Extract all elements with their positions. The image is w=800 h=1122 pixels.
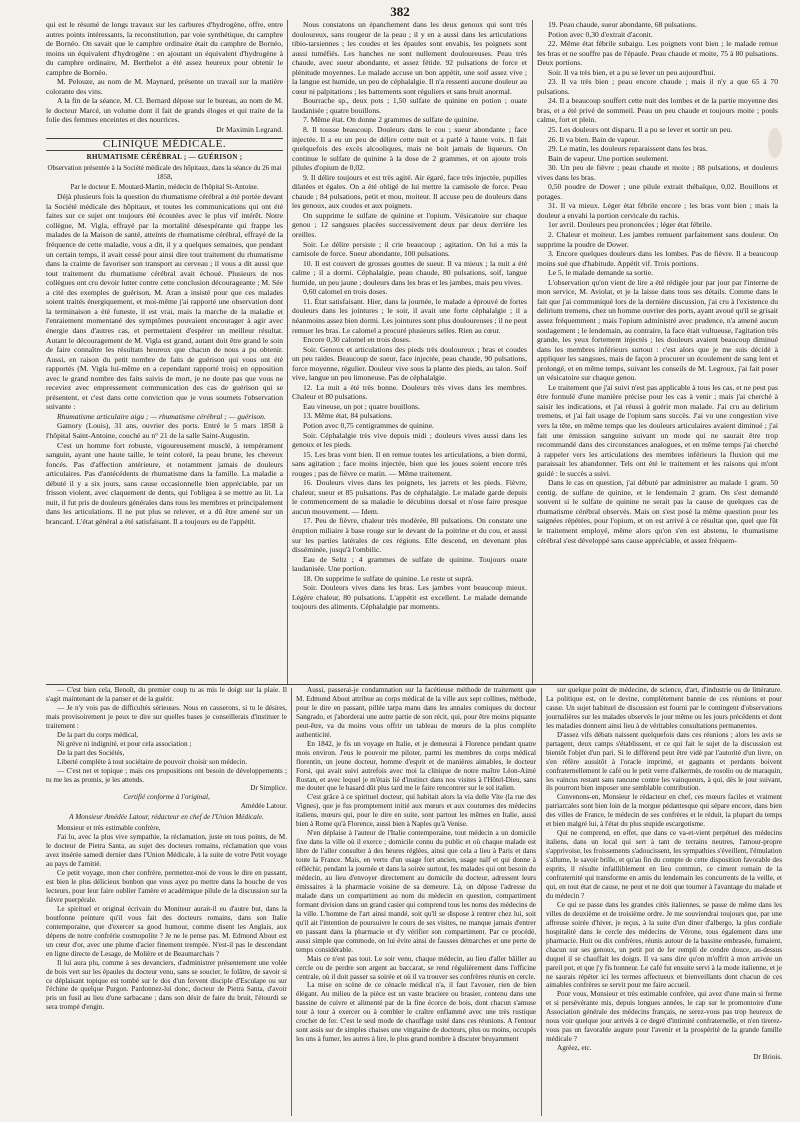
paragraph: qui est le résumé de longs travaux sur les carbures d'hydrogène, offre, entre autres points intéressants, la reconstitution, par voie synthétique, du camphre de Bornéo. On savait que le camphre ordinaire était du camphre de Bornéo, moins un équivalent d'hydrogène : en ajoutant un équivalent d'hydrogène à du camphre ordinaire, M. Berthelot a été assez heureux pour obtenir le camphre de Bornéo. <box>46 20 283 77</box>
paragraph: 18. On supprime le sulfate de quinine. Le reste ut suprà. <box>303 573 474 583</box>
paragraph: Déjà plusieurs fois la question du rhumatisme cérébral a été portée devant la Société médicale des hôpitaux, et toutes les communications qui ont été faites sur ce sujet ont toujours été écoutées avec le plus vif intérêt. Notre collègue, M. Vigla, effrayé par la mortalité désespérante qui frappe les malades de la Maison de santé, atteints de rhumatisme cérébral, effrayé de la fréquence de cette maladie, vous a dit, il y a quelques semaines, que pendant un certain temps, il avait cessé pour ainsi dire tout traitement du rhumatisme dans la crainte de favoriser son transport au cerveau ; il vous a dit aussi que tout traitement du rhumatisme cérébral avait échoué. Plusieurs de nos collègues ont cru devoir lutter contre cette conclusion décourageante ; M. Sée a cité des exemples de guérison, M. Aran a insisté pour que ces malades soient traités énergiquement, et moi-même j'ai rapporté une observation dont la terminaison a été funeste, il est vrai, mais la marche de la maladie et l'enraiement momentané des symptômes pouvaient encourager à agir avec énergie dans d'autres cas, et permettaient d'espérer un meilleur résultat. Autant le découragement de M. Vigla est grand, autant doit être grand le soin de faire connaître les résultats heureux que chacun de nous a pu obtenir. Aussi, en raison du petit nombre de faits de guérison qui vous ont été rapportés (M. Vigla lui-même en a cependant rapporté trois) en opposition avec le grand nombre des faits suivis de mort, je ne doute pas que vous ne receviez avec empressement communication des cas de guérison qui se présentent, et c'est dans cette conviction que je vous soumets l'observation suivante : <box>46 192 283 412</box>
paragraph: Soir. Le délire persiste ; il crie beaucoup ; agitation. On lui a mis la camisole de force. Sueur abondante, 100 pulsations. <box>292 239 527 259</box>
paragraph: 26. Il va bien. Bain de vapeur. <box>548 134 640 144</box>
paragraph: 0,50 poudre de Dower ; une pilule extrait thébaïque, 0,02. Bouillons et potages. <box>537 182 778 201</box>
column-2 <box>292 20 527 696</box>
paragraph: 24. Il a beaucoup souffert cette nuit des lombes et de la partie moyenne des bras, et a été privé de sommeil. Peau un peu chaude et toujours moite ; pouls calme, fort et plein. <box>537 96 778 125</box>
article-author: Par le docteur E. Moutard-Martin, médecin de l'hôpital St-Antoine. <box>70 182 259 191</box>
section-title: CLINIQUE MÉDICALE. <box>46 138 283 152</box>
paragraph: L'observation qu'on vient de lire a été rédigée jour par jour par l'interne de mon service, M. Aviolat, et je la laisse dans tous ses détails. Comme dans le fait que j'ai communiqué lors de la dernière discussion, j'ai cru à l'existence du delirium tremens, chez un homme ouvrier des ports, ayant avoué qu'il se grisait assez fréquemment ; mais l'opium administré avec prudence, n'a amené aucun soulagement ; le lendemain, au contraire, la face était vultueuse, l'agitation très grande, les yeux fortement injectés ; les douleurs avaient beaucoup diminué dans les membres inférieurs surtout : c'est alors que je me suis décidé à appliquer les sangsues, mais de façon à procurer un écoulement de sang lent et prolongé, et en même temps, suivant les conseils de M. Legroux, j'ai fait poser un vésicatoire sur chaque genou. <box>537 277 778 383</box>
paragraph: 3. Encore quelques douleurs dans les lombes. Pas de fièvre. Il a beaucoup moins sué que d'habitude. Appétit vif. Trois portions. <box>537 249 778 268</box>
paragraph: C'est un homme fort robuste, vigoureusement musclé, à tempérament sanguin, ayant une haute taille, le teint coloré, la peau brune, les cheveux foncés. Pas d'affection antérieure, et notamment jamais de douleurs articulaires. Pas d'antécédents de rhumatisme dans la famille. La maladie a débuté il y a six jours, sans cause occasionnelle bien appréciable, par un frisson violent, avec claquement de dents, qui l'obligea à se mettre au lit. La nuit, il fut pris de douleurs générales dans tous les membres et principalement dans les articulations. Il ne put plus se relever, et a dû être amené sur un brancard. L'état général a été satisfaisant. Il a toujours eu de l'appétit. <box>46 440 283 526</box>
paragraph: Ce petit voyage, mon cher confrère, permettez-moi de vous le dire en passant, est bien le plus délicieux bonbon que vous ayez pu mettre dans la bouche de vos lecteurs, pour leur faire oublier l'amère et académique pilule de la discussion sur la fièvre puerpérale. <box>46 869 287 904</box>
paragraph: Soir. Genoux et articulations des pieds très douloureux ; bras et coudes un peu raides. Beaucoup de sueur, face injectée, peau chaude, 90 pulsations, force moyenne, régulier. Douleur vive sous la plante des pieds, au talon. Soif vive, langue un peu limoneuse. Pas de céphalalgie. <box>292 344 527 383</box>
paragraph: 1er avril. Douleurs peu prononcées ; léger état fébrile. <box>548 220 713 230</box>
paragraph: D'assez vifs débats naissent quelquefois dans ces réunions ; alors les avis se partagent, deux camps s'établissent, et ce qui fait le sujet de la discussion est bientôt l'objet d'un pari. Si le différend peut être vidé par l'autorité d'un livre, on s'en réfère aussitôt à l'oracle imprimé, et gagnants et perdants boivent confraternellement le café ou le petit verre d'alkermès, de rosolio ou de maraquin, les vaincus restant sans rancune contre les vainqueurs, à qui, dès le jour suivant, ils pourront bien imposer une semblable contribution. <box>546 730 782 793</box>
paragraph: — C'est bien cela, Benoît, du premier coup tu as mis le doigt sur la plaie. Il s'agit maintenant de la panser et de la guérir. <box>46 686 287 703</box>
paragraph: Soir. Il va très bien, et a pu se lever un peu aujourd'hui. <box>548 67 716 77</box>
paragraph: 16. Douleurs vives dans les poignets, les jarrets et les pieds. Fièvre, chaleur, sueur et 85 pulsations. Pas de céphalalgie. Le malade garde depuis le commencement de sa maladie le décubitus dorsal et n'ose faire presque aucun mouvement. — Idem. <box>292 478 527 516</box>
paragraph: J'ai lu, avec la plus vive sympathie, la réclamation, juste en tous points, de M. le docteur de Pietra Santa, au sujet des docteurs romains, réclamation que vous avez insérée samedi dernier dans l'Union Médicale, à la suite de votre Petit voyage au pays de l'amitié. <box>46 833 287 869</box>
paragraph: 22. Même état fébrile subaigu. Les poignets vont bien ; le malade remue les bras et ne souffre pas de l'épaule. Peau chaude et moite, 75 à 80 pulsations. Deux portions. <box>537 39 778 68</box>
column-3 <box>537 20 778 696</box>
column-divider <box>287 20 288 684</box>
paragraph: A la fin de la séance, M. Cl. Bernard dépose sur le bureau, au nom de M. le docteur Marcé, un volume dont il fait de grands éloges et qui traite de la folie des femmes enceintes et des nourrices. <box>46 96 283 125</box>
column-1 <box>46 20 283 696</box>
paragraph: — Je n'y vois pas de difficultés sérieuses. Nous en causerons, si tu le désires, mais provisoirement je peux te dire sur quelles bases je conseillerais d'instituer le traitement : <box>46 703 287 730</box>
paragraph: 23. Il va très bien ; peau encore chaude ; mais il n'y a que 65 à 70 pulsations. <box>537 77 778 96</box>
paragraph: Le spirituel et original écrivain du Moniteur aurait-il eu d'autre but, dans la boutfonne peinture qu'il vous fait des docteurs romains, dans son Italie contemporaine, que d'exercer sa good humour, comme disent les Anglais, aux dépens de notre confrérie cosmopolite ? Je ne le pense pas. M. Edmond About est un cœur d'or, avec une plume d'acier finement trempée. N'est-il pas le descendant en ligne directe de Lesage, de Molière et de Beaumarchais ? <box>46 904 287 958</box>
article-note: Observation présentée à la Société médicale des hôpitaux, dans la séance du 26 mai 1858, <box>47 163 282 182</box>
feuilleton-column-1 <box>46 686 287 1116</box>
paragraph: En 1842, je fis un voyage en Italie, et je demeurai à Florence pendant quatre mois environ. J'eus le pouvoir me piloter, parmi les membres du corps médical florentin, un jeune docteur, homme d'esprit et de manières aimables, le docteur Forsi, qui avait suivi autrefois avec moi la clinique de notre maître Léon-Aimé Rostan, et avec lequel je m'étais lié d'instinct dans nos visites à l'Hôtel-Dieu, sans me douter que le hasard dût plus tard me le faire rencontrer sur le sol italien. <box>296 739 536 793</box>
paragraph: Soir. Douleurs vives dans les bras. Les jambes vont beaucoup mieux. Légère chaleur, 80 pulsations. L'appétit est excellent. Le malade demande toujours des aliments. Céphalalgie par moments. <box>292 583 527 612</box>
certification: Certifié conforme à l'original, <box>123 793 210 802</box>
paragraph: 13. Même état, 84 pulsations. <box>303 411 393 421</box>
signature: Dr Simplice. <box>250 784 287 793</box>
signature: Dr Briois. <box>753 1053 782 1062</box>
paragraph: Rhumatisme articulaire aigu ; — rhumatisme cérébral ; — guérison. <box>57 411 266 421</box>
paragraph: 0,60 calomel en trois doses. <box>303 287 388 297</box>
paragraph: 7. Même état. On donne 2 grammes de sulfate de quinine. <box>303 115 479 125</box>
paragraph: C'est grâce à ce spirituel docteur, qui habitait alors la via delle Vite (la rue des Vignes), que je fus promptement initié aux mœurs et aux coutumes des médecins italiens, mœurs qui, pour le dire en suite, sont partout les mêmes en Italie, aussi bien à Rome qu'à Florence, aussi bien à Naples qu'à Venise. <box>296 793 536 829</box>
paragraph: La mise en scène de ce cénacle médical n'a, il faut l'avouer, rien de bien élégant. Au milieu de la pièce est un vaste braciere ou brasier, contenu dans une bassine de cuivre et alimenté par de la fine écorce de bois, dont chacun s'amuse tour à tour à exercer ou à combler le craître enflammé avec une très rustique crochet de fer. C'est le seul mode de chauffage usité dans ces réunions. A l'entour sont assis sur de simples chaises une vingtaine de docteurs, plus ou moins, occupés les uns à fumer, les autres à lire, le plus grand nombre à discuter bruyamment <box>296 981 536 1044</box>
paragraph: De la part du corps médical, <box>57 730 139 739</box>
column-divider <box>291 688 292 1116</box>
paragraph: 15. Les bras vont bien. Il en remue toutes les articulations, a bien dormi, sans agitation ; face moins injectée, bien que les joues soient encore très rouges ; pas de fièvre ce matin. — Même traitement. <box>292 449 527 478</box>
paragraph: 2. Chaleur et moiteur. Les jambes remuent parfaitement sans douleur. On supprime la poudre de Dower. <box>537 230 778 249</box>
paragraph: Le traitement que j'ai suivi n'est pas applicable à tous les cas, et ne peut pas être formulé d'une manière précise pour les cas à venir ; mais j'ai cherché à saisir les indications, et j'ai réussi à guérir mon malade. J'ai cru au delirium tremens, et j'ai fait usage de l'opium sans succès. J'ai vu une congestion vive vers la tête, en même temps que les douleurs articulaires avaient diminué ; j'ai fait une émission sanguine suivant un mode qui ne saurait être trop recommandé dans des circonstances analogues, et en même temps j'ai cherché à rappeler vers les articulations des membres inférieurs la fluxion qui me paraissait les abandonner. Tels ont été le traitement et les raisons qui m'ont guidé : le succès a suivi. <box>537 382 778 478</box>
paragraph: 9. Il délire toujours et est très agité. Air égaré, face très injectée, pupilles dilatées et égales. On a été obligé de lui mettre la camisole de force. Peau chaude ; 84 pulsations, petit et mou, moiteur. Il accuse peu de douleurs dans les genoux, aux coudes et aux poignets. <box>292 172 527 211</box>
feuilleton-column-2 <box>296 686 536 1116</box>
paragraph: Aussi, passerai-je condamnation sur la facétieuse méthode de traitement que M. Edmond About attribue au corps médical de la ville aux sept collines, méthode, pour le dire en passant, pillée tarpa manu dans les annales comiques du docteur Sangrado, et j'aborderai une autre partie de son récit, qui, pour être moins piquante peut-être, va du moins vous offrir un tableau de mœurs de la plus complète authenticité. <box>296 686 536 739</box>
paragraph: 19. Peau chaude, sueur abondante, 68 pulsations. <box>548 20 697 29</box>
column-divider <box>532 20 533 684</box>
signature: Amédée Latour. <box>240 802 287 811</box>
paragraph: 10. Il est couvert de grosses gouttes de sueur. Il va mieux ; la nuit a été calme ; il a dormi. Céphalalgie, peau chaude, 80 pulsations, soif, langue humide, un peu jaune ; douleurs dans les bras et les jambes, mais peu vives. <box>292 258 527 287</box>
paragraph: — C'est net et topique ; mais ces propositions ont besoin de développements ; tu me les as promis, je les attends. <box>46 766 287 784</box>
feuilleton-column-3 <box>546 686 782 1116</box>
column-divider <box>541 688 542 1116</box>
paragraph: Mais ce n'est pas tout. Le soir venu, chaque médecin, au lieu d'aller bâiller au cercle ou de perdre son argent au baccarat, se rend régulièrement dans l'officine centrale, où il doit passer sa soirée et où il va trouver ses confrères réunis en cercle. <box>296 954 536 981</box>
paragraph: Bain de vapeur. Une portion seulement. <box>548 153 669 163</box>
paragraph: De la part des Sociétés, <box>57 748 125 757</box>
paragraph: 17. Peu de fièvre, chaleur très modérée, 80 pulsations. On constate une éruption miliaire à base rouge sur le devant de la poitrine et du cou, et aussi sur les parties latérales de ces régions. Elle descend, en devenant plus disséminée, jusqu'à l'ombilic. <box>292 516 527 555</box>
paragraph: Eau vineuse, un pot ; quatre bouillons. <box>303 401 420 411</box>
paragraph: 12. La nuit a été très bonne. Douleurs très vives dans les membres. Chaleur et 80 pulsations. <box>292 382 527 402</box>
paragraph: sur quelque point de médecine, de science, d'art, d'industrie ou de littérature. La politique est, on le devine, complètement bannie de ces réunions et pour cause. Un sujet habituel de discussion est fourni par le contingent d'observations journalières sur les malades observés le jour même ou les jours précédents et dont les maladies donnent ainsi lieu à de véritables consultations permanentes. <box>546 686 782 730</box>
paragraph: 31. Il va mieux. Léger état fébrile encore ; les bras vont bien ; mais la douleur a envahi la portion cervicale du rachis. <box>537 201 778 220</box>
paragraph: Potion avec 0,30 d'extrait d'aconit. <box>548 29 653 39</box>
paragraph: Eau de Seltz ; 4 grammes de sulfate de quinine. Toujours ouate laudanisée. Une portion. <box>292 554 527 574</box>
paragraph: 29. Le matin, les douleurs reparaissent dans les bras. <box>548 144 708 154</box>
paragraph: N'en déplaise à l'auteur de l'Italie contemporaine, tout médecin a un domicile fixe dans la ville où il exerce ; domicile connu du public et où chaque malade est libre de l'aller consulter à des heures réglées, ainsi que cela a lieu à Paris et dans toute la France. Mais, en vertu d'un usage fort ancien, usage naïf et qui donne à réfléchir, pendant la journée et dans la soirée surtout, les malades qui ont besoin du médecin, au lieu d'envoyer directement au domicile du docteur, adressent leurs émissaires à la pharmacie voisine de sa demeure. Là, on dépose l'adresse du malade dans un compartiment au nom du médecin en question, compartiment formant division dans un grand casier qui comprend tous les noms des médecins de la ville. L'homme de l'art ainsi mandé, soit qu'il se dispose à rentrer chez lui, soit qu'il ait l'intention de poursuivre le cours de ses visites, ne manque jamais d'entrer en passant dans la pharmacie et d'y vérifier son compartiment. Par ce procédé, aussi simple que commode, on lui évite ainsi de fausses démarches et une perte de temps considérable. <box>296 829 536 954</box>
article-title: RHUMATISME CÉRÉBRAL ; — GUÉRISON ; <box>86 153 243 162</box>
paragraph: 30. Un peu de fièvre ; peau chaude et moite ; 88 pulsations, et douleurs vives dans les bras. <box>537 163 778 182</box>
paragraph: M. Pelouze, au nom de M. Maynard, présente un travail sur la matière colorante des vins. <box>46 77 283 96</box>
paragraph: 11. État satisfaisant. Hier, dans la journée, le malade a éprouvé de fortes douleurs dans les jointures ; le soir, il avait une forte céphalalgie ; il a néanmoins assez bien dormi. Les jointures sont plus douloureuses ; il ne peut remuer les bras. Le calomel a procuré plusieurs selles. Rien au cœur. <box>292 296 527 335</box>
paragraph: On supprime le sulfate de quinine et l'opium. Vésicatoire sur chaque genou ; 12 sangsues placées successivement deux par deux derrière les oreilles. <box>292 210 527 240</box>
paragraph: Encore 0,30 calomel en trois doses. <box>303 335 411 345</box>
paragraph: Ni grève ni indignité, et pour cela association ; <box>57 739 192 748</box>
paragraph: Agréez, etc. <box>557 1044 592 1053</box>
paragraph: Le 5, le malade demande sa sortie. <box>548 268 654 278</box>
paragraph: Ce qui se passe dans les grandes cités italiennes, se passe de même dans les villes de deuxième et de troisième ordre. Je me souviendrai toujours que, par une affreuse soirée d'hiver, je reçus, à la suite d'un diner d'albergo, la plus cordiale hospitalité dans le cercle des médecins de Vérone, tous également dans une pharmacie. Huit ou dix confrères, réunis autour de la bassine embrasée, fumaient, chacun sur ses genoux, un petit pot de fer rempli de cendre douce, au-dessus duquel il se chauffait les doigts. Il va sans dire qu'on m'offrit à mon arrivée un pareil pot, et que j'y fis honneur. Le café fut ensuite servi à la mode italienne, et je ne saurais répéter ici les termes affectueux et bienveillants dont chacun de ces aimables confrères se servit pour me faire accueil. <box>546 900 782 990</box>
paragraph: Il lui aura plu, comme à ses devanciers, d'administrer présentement une volée de bois vert sur les épaules du docteur venu, sans se soucier, le folâtre, de savoir si ce déplaisant topique est tombé sur le dos d'un fervent disciple d'Esculape ou sur l'échine de quelque Purgon. Pardonnez-lui donc, docteur de Pietra Santa, d'avoir pris un fusil au lieu d'une sarbacane ; dans son désir de faire du bruit, l'étourdi se sera trompé d'engin. <box>46 958 287 1012</box>
paragraph: Soir. Céphalalgie très vive depuis midi ; douleurs vives aussi dans les genoux et les pieds. <box>292 430 527 450</box>
paragraph: Potion avec 0,75 centigrammes de quinine. <box>303 420 434 430</box>
paragraph: Monsieur et très estimable confrère, <box>57 824 161 833</box>
paragraph: Liberté complète à tout sociétaire de pouvoir choisir son médecin. <box>57 757 248 766</box>
paragraph: 25. Les douleurs ont disparu. Il a pu se lever et sortir un peu. <box>548 125 733 135</box>
paragraph: Gamory (Louis), 31 ans, ouvrier des ports. Entré le 5 mars 1858 à l'hôpital Saint-Antoine, couché au n° 21 de la salle Saint-Augustin. <box>46 421 283 440</box>
page-number: 382 <box>390 4 410 19</box>
signature: Dr Maximin Legrand. <box>216 125 283 135</box>
paragraph: Convenons-en, Monsieur le rédacteur en chef, ces mœurs faciles et vraiment patriarcales sont bien loin de la morgue pédantesque qui sépare encore, dans bien des villes de France, le médecin de ses confrères et le réduit, la plupart du temps et bien malgré lui, à l'état du plus stupide escargotisme. <box>546 793 782 829</box>
paragraph: Bourrache sp., deux pots ; 1,50 sulfate de quinine en potion ; ouate laudanisée ; quatre bouillons. <box>292 96 527 115</box>
letter-heading: A Monsieur Amédée Latour, rédacteur en chef de l'Union Médicale. <box>69 813 264 822</box>
paragraph: 8. Il tousse beaucoup. Douleurs dans le cou ; sueur abondante ; face injectée. Il a eu un peu de délire cette nuit et a parlé à haute voix. Il fait quelquefois des excès alcooliques, mais ne boit jamais de liqueurs. On continue le sulfate de quinine à la dose de 2 grammes, et on ajoute trois pilules d'opium de 0,02. <box>292 125 527 173</box>
paragraph: Qui ne comprend, en effet, que dans ce va-et-vient perpétuel des médecins italiens, dans un local qui sert à tant de terrains neutres, l'amour-propre s'apprivoise, les froissements s'adoucissent, les sympathies s'éveillent, l'émulation s'allume, le savoir brille, et qu'au fin du compte de cette disposition favorable des esprits, il résulte infailliblement en lieu commun, ce ciment romain de la confraternité qui transforme en amis du lendemain les concurrents de la veille, et qui, en tout état de cause, ne peut et ne doit que tourner à l'avantage du malade et du médecin ? <box>546 829 782 900</box>
paragraph: Nous constatons un épanchement dans les deux genoux qui sont très douloureux, sans rougeur de la peau ; il y en a aussi dans les articulations tibio-tarsiennes ; les coudes et les épaules sont envahis, les poignets sont aussi tuméfiés. Les hanches ne sont nullement douloureuses. Peau très chaude, avec sueur abondante, et assez fétide. 92 pulsations de force et plénitude moyennes. Le malade accuse un bon appétit, une soif assez vive ; la langue est humide, un peu de céphalalgie. Il n'a ressenti aucune douleur au cœur ni palpitations ; les battements sont réguliers et sans bruit anormal. <box>292 20 527 96</box>
paragraph: Dans le cas en question, j'ai débuté par administrer au malade 1 gram. 50 centig. de sulfate de quinine, et le lendemain 2 gram. On s'est demandé souvent si le sulfate de quinine ne serait pas la cause de quelques cas de rhumatisme cérébral observés. Mais on s'est posé la même question pour les saignées répétées, pour l'opium, et on est arrivé à ce résultat que, quel que fût le traitement employé, même alors qu'on s'en est abstenu, le rhumatisme cérébral s'est développé sans cause appréciable, et assez fréquem- <box>537 478 778 545</box>
paragraph: Pour vous, Monsieur et très estimable confrère, qui avez d'une main si ferme et si persévérante mis, depuis longues années, le cap sur le promontoire d'une Association générale des médecins français, ne serez-vous pas trop heureux de nous voir quelque jour arrivés à ce degré d'intimité confraternelle, et n'en tirerez-vous pas un favorable augure pour l'avenir et la prospérité de la grande famille médicale ? <box>546 990 782 1044</box>
